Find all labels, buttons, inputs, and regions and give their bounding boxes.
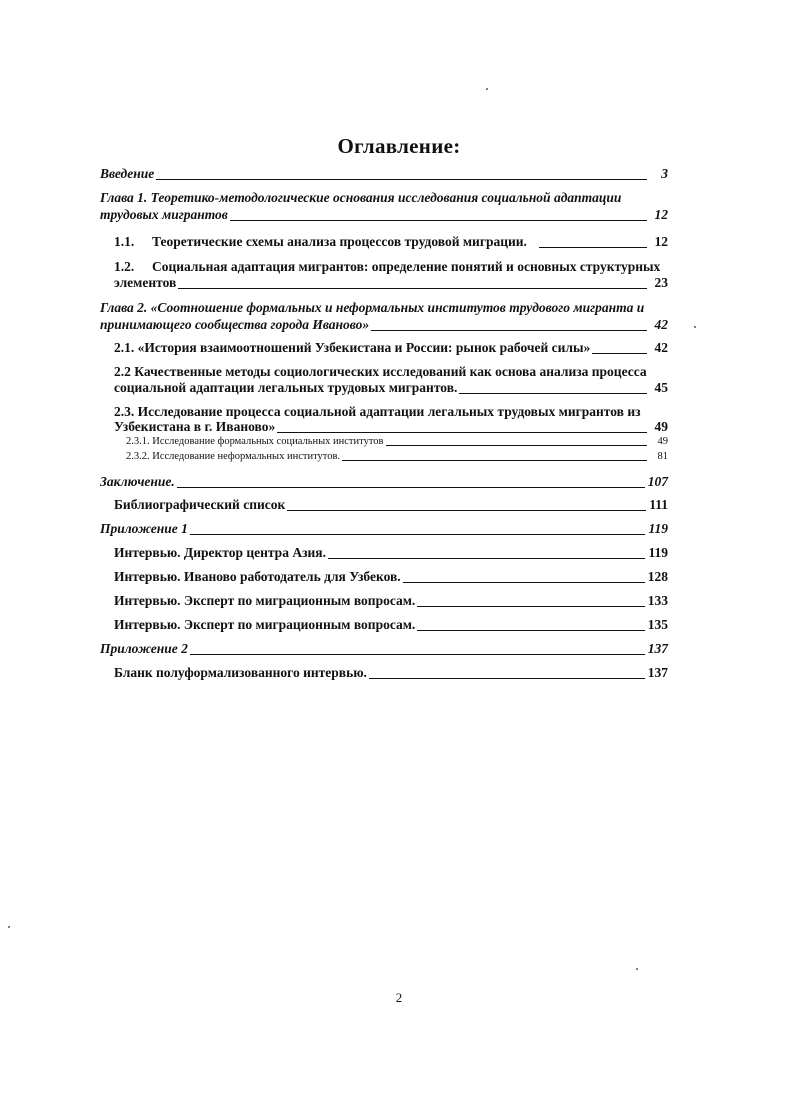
leader-line <box>287 510 646 511</box>
toc-entry-interview3[interactable] <box>114 593 668 609</box>
toc-label: Интервью. Иваново работодатель для Узбеков. <box>114 569 401 584</box>
leader-line <box>328 558 646 559</box>
scan-speck <box>8 926 10 928</box>
toc-page: 119 <box>648 545 668 560</box>
toc-text: Теоретические схемы анализа процессов трудовой миграции. <box>152 234 527 249</box>
leader-line <box>230 220 647 221</box>
leader-line <box>156 179 647 180</box>
scan-speck <box>486 88 488 90</box>
toc-page: 12 <box>654 234 668 249</box>
toc-entry-appendix1[interactable] <box>100 521 668 537</box>
toc-entry-1-2-line1 <box>114 259 660 275</box>
toc-page: 81 <box>657 451 668 462</box>
page-number: 2 <box>395 990 403 1005</box>
toc-page: 3 <box>661 166 668 181</box>
leader-line <box>277 432 647 433</box>
toc-entry-2-1[interactable] <box>114 340 668 356</box>
toc-label: Узбекистана в г. Иваново» <box>114 419 276 434</box>
scan-speck <box>636 968 638 970</box>
toc-page: 12 <box>654 207 668 222</box>
toc-label: элементов <box>114 275 177 290</box>
leader-line <box>369 678 645 679</box>
toc-entry-chapter1[interactable] <box>100 207 668 223</box>
toc-page: 111 <box>649 497 668 512</box>
toc-label: 2.3.2. Исследование неформальных институтов. <box>126 451 341 462</box>
toc-page: 45 <box>654 380 668 395</box>
toc-entry-intro[interactable] <box>100 166 668 182</box>
toc-entry-2-2-line1: 2.2 Качественные методы социологических исследований как основа анализа процесса <box>114 364 647 379</box>
leader-line <box>342 460 647 461</box>
toc-entry-1-1[interactable] <box>114 234 668 250</box>
toc-title: Оглавление: <box>337 134 461 158</box>
toc-page: 49 <box>654 419 668 434</box>
toc-page: 137 <box>647 665 668 680</box>
toc-number: 1.1. <box>114 234 135 249</box>
toc-entry-2-2[interactable] <box>114 380 668 396</box>
leader-line <box>178 288 647 289</box>
toc-entry-2-3[interactable] <box>114 419 668 435</box>
toc-entry-conclusion[interactable] <box>100 474 668 490</box>
leader-line <box>592 353 647 354</box>
leader-line <box>539 247 647 248</box>
scan-speck <box>694 326 696 328</box>
leader-line <box>177 487 645 488</box>
toc-page: 133 <box>647 593 668 608</box>
toc-label: Приложение 1 <box>100 521 188 536</box>
toc-page: 23 <box>654 275 668 290</box>
leader-line <box>459 393 647 394</box>
toc-text: Социальная адаптация мигрантов: определение понятий и основных структурных <box>152 259 661 274</box>
toc-label: трудовых мигрантов <box>100 207 228 222</box>
toc-entry-chapter2[interactable] <box>100 317 668 333</box>
toc-chapter1-line1: Глава 1. Теоретико-методологические основания исследования социальной адаптации <box>100 190 622 205</box>
toc-page: 42 <box>654 340 668 355</box>
toc-chapter2-line1: Глава 2. «Соотношение формальных и неформальных институтов трудового мигранта и <box>100 300 645 315</box>
toc-entry-interview2[interactable] <box>114 569 668 585</box>
toc-page: 49 <box>657 436 668 447</box>
toc-label: 2.3.1. Исследование формальных социальных институтов <box>126 436 384 447</box>
toc-label: Интервью. Директор центра Азия. <box>114 545 326 560</box>
toc-entry-appendix2[interactable] <box>100 641 668 657</box>
leader-line <box>417 630 644 631</box>
leader-line <box>403 582 645 583</box>
toc-label: Заключение. <box>100 474 175 489</box>
toc-label: принимающего сообщества города Иваново» <box>100 317 370 332</box>
toc-label: Приложение 2 <box>100 641 188 656</box>
toc-entry-interview1[interactable] <box>114 545 668 561</box>
toc-label <box>114 234 527 250</box>
toc-number: 1.2. <box>114 259 135 274</box>
toc-entry-interview-form[interactable] <box>114 665 668 681</box>
toc-label: социальной адаптации легальных трудовых мигрантов. <box>114 380 458 395</box>
toc-entry-interview4[interactable] <box>114 617 668 633</box>
leader-line <box>190 534 646 535</box>
leader-line <box>190 654 645 655</box>
leader-line <box>371 330 647 331</box>
toc-page: 135 <box>647 617 668 632</box>
toc-entry-1-2[interactable] <box>114 275 668 291</box>
toc-page: 128 <box>647 569 668 584</box>
toc-label: Интервью. Эксперт по миграционным вопросам. <box>114 593 416 608</box>
toc-entry-bibliography[interactable] <box>114 497 668 513</box>
toc-label: Библиографический список <box>114 497 286 512</box>
toc-entry-2-3-1[interactable] <box>126 436 668 448</box>
toc-page: 119 <box>648 521 668 536</box>
toc-page: 42 <box>654 317 668 332</box>
toc-label: Введение <box>100 166 155 181</box>
toc-label: Бланк полуформализованного интервью. <box>114 665 367 680</box>
toc-entry-2-3-2[interactable] <box>126 451 668 463</box>
toc-label: 2.1. «История взаимоотношений Узбекистана и России: рынок рабочей силы» <box>114 340 591 355</box>
leader-line <box>386 445 647 446</box>
toc-entry-2-3-line1: 2.3. Исследование процесса социальной адаптации легальных трудовых мигрантов из <box>114 404 641 419</box>
toc-page: 137 <box>647 641 668 656</box>
toc-label: Интервью. Эксперт по миграционным вопросам. <box>114 617 416 632</box>
leader-line <box>417 606 644 607</box>
toc-page: 107 <box>647 474 668 489</box>
